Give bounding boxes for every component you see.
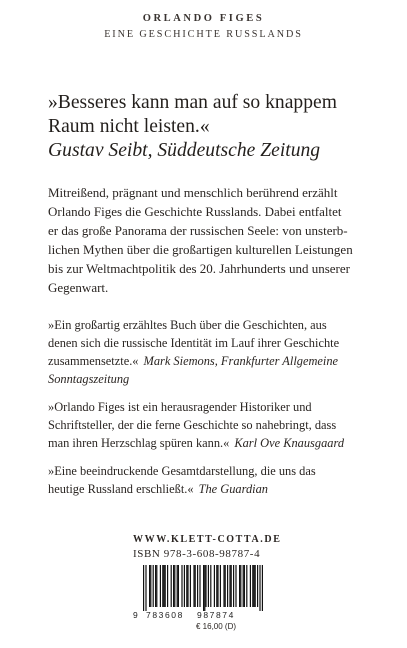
barcode-bar bbox=[250, 565, 251, 607]
review-line: Schriftsteller, der die ferne Geschichte so nahebringt, dass bbox=[48, 418, 337, 432]
barcode-bar bbox=[171, 565, 172, 607]
review-author: Karl Ove Knausgaard bbox=[234, 436, 345, 450]
barcode-bar bbox=[229, 565, 230, 607]
book-title: EINE GESCHICHTE RUSSLANDS bbox=[104, 29, 303, 40]
barcode-bar bbox=[150, 565, 151, 607]
barcode-bar bbox=[204, 565, 205, 611]
barcode-bar bbox=[253, 565, 254, 607]
review-line: »Orlando Figes ist ein herausragender Historiker und bbox=[48, 400, 312, 414]
barcode-bar bbox=[255, 565, 256, 607]
barcode-bar bbox=[165, 565, 166, 607]
barcode-bar bbox=[217, 565, 218, 607]
barcode-bar bbox=[203, 565, 204, 611]
lead-quote-line: »Besseres kann man auf so knappem bbox=[48, 92, 337, 113]
barcode-bar bbox=[205, 565, 206, 607]
barcode-bar bbox=[160, 565, 161, 607]
barcode-bar bbox=[235, 565, 236, 607]
barcode-digits-left: 783608 bbox=[146, 610, 184, 620]
barcode-bar bbox=[190, 565, 191, 607]
barcode-bar bbox=[193, 565, 194, 607]
barcode-bar bbox=[208, 565, 209, 607]
review-line: heutige Russland erschließt.« bbox=[48, 482, 194, 496]
author-name: ORLANDO FIGES bbox=[142, 13, 265, 24]
blurb-line: Gegenwart. bbox=[48, 280, 109, 295]
review-line: man ihren Herzschlag spüren kann.« bbox=[48, 436, 230, 450]
barcode-bar bbox=[184, 565, 185, 607]
review-line: zusammensetzte.« bbox=[48, 354, 139, 368]
barcode bbox=[133, 565, 273, 620]
blurb-line: er das große Panorama der russischen Seele: von unsterb- bbox=[48, 223, 348, 238]
lead-quote-line: Raum nicht leisten.« bbox=[48, 116, 210, 137]
barcode-bar bbox=[239, 565, 240, 607]
barcode-bar bbox=[149, 565, 150, 607]
review bbox=[48, 316, 368, 388]
lead-quote bbox=[48, 91, 378, 163]
isbn: ISBN 978-3-608-98787-4 bbox=[133, 548, 261, 560]
barcode-bar bbox=[145, 565, 146, 611]
barcode-bar bbox=[262, 565, 263, 611]
barcode-bar bbox=[155, 565, 156, 607]
review-author: Sonntagszeitung bbox=[48, 372, 130, 386]
barcode-bar bbox=[199, 565, 200, 607]
barcode-bars bbox=[143, 565, 263, 611]
barcode-bar bbox=[243, 565, 244, 607]
barcode-bar bbox=[178, 565, 179, 607]
price: € 16,00 (D) bbox=[196, 622, 237, 631]
blurb-line: Mitreißend, prägnant und menschlich berührend erzählt bbox=[48, 185, 338, 200]
review-line: »Eine beeindruckende Gesamtdarstellung, die uns das bbox=[48, 464, 316, 478]
blurb-line: Orlando Figes die Geschichte Russlands. Dabei entfaltet bbox=[48, 204, 342, 219]
barcode-bar bbox=[174, 565, 175, 607]
barcode-bar bbox=[167, 565, 168, 607]
barcode-bar bbox=[216, 565, 217, 607]
barcode-bar bbox=[210, 565, 211, 607]
barcode-bar bbox=[227, 565, 228, 607]
barcode-bar bbox=[257, 565, 258, 607]
barcode-bar bbox=[220, 565, 221, 607]
review-author: Mark Siemons, Frankfurter Allgemeine bbox=[143, 354, 339, 368]
review bbox=[48, 462, 368, 498]
barcode-bar bbox=[240, 565, 241, 607]
barcode-bar bbox=[259, 565, 260, 611]
review-line: »Ein großartig erzähltes Buch über die Geschichten, aus bbox=[48, 318, 327, 332]
barcode-bar bbox=[223, 565, 224, 607]
publisher-url: WWW.KLETT-COTTA.DE bbox=[133, 534, 282, 545]
barcode-bar bbox=[197, 565, 198, 607]
blurb-line: lichen Mythen über die großartigen kulturellen Leistungen bbox=[48, 242, 353, 257]
lead-quote-source: Gustav Seibt, Süddeutsche Zeitung bbox=[48, 140, 321, 161]
barcode-digits-right: 987874 bbox=[197, 610, 235, 620]
barcode-bar bbox=[153, 565, 154, 607]
barcode-bar bbox=[225, 565, 226, 607]
barcode-bar bbox=[195, 565, 196, 607]
barcode-bar bbox=[187, 565, 188, 607]
barcode-bar bbox=[231, 565, 232, 607]
barcode-bar bbox=[186, 565, 187, 607]
barcode-bar bbox=[163, 565, 164, 607]
barcode-bar bbox=[162, 565, 163, 607]
review-author: The Guardian bbox=[198, 482, 268, 496]
review bbox=[48, 398, 368, 452]
barcode-bar bbox=[252, 565, 253, 607]
barcode-bar bbox=[181, 565, 182, 607]
barcode-bar bbox=[143, 565, 144, 611]
barcode-bar bbox=[177, 565, 178, 607]
barcode-bar bbox=[156, 565, 157, 607]
barcode-bar bbox=[233, 565, 234, 607]
blurb bbox=[48, 183, 368, 297]
barcode-bar bbox=[246, 565, 247, 607]
blurb-line: bis zur Weltmachtpolitik des 20. Jahrhunderts und unserer bbox=[48, 261, 350, 276]
barcode-bar bbox=[173, 565, 174, 607]
barcode-digit-first: 9 bbox=[133, 610, 138, 620]
barcode-bar bbox=[244, 565, 245, 607]
review-line: denen sich die russische Identität im Lauf ihrer Geschichte bbox=[48, 336, 340, 350]
barcode-bar bbox=[214, 565, 215, 607]
